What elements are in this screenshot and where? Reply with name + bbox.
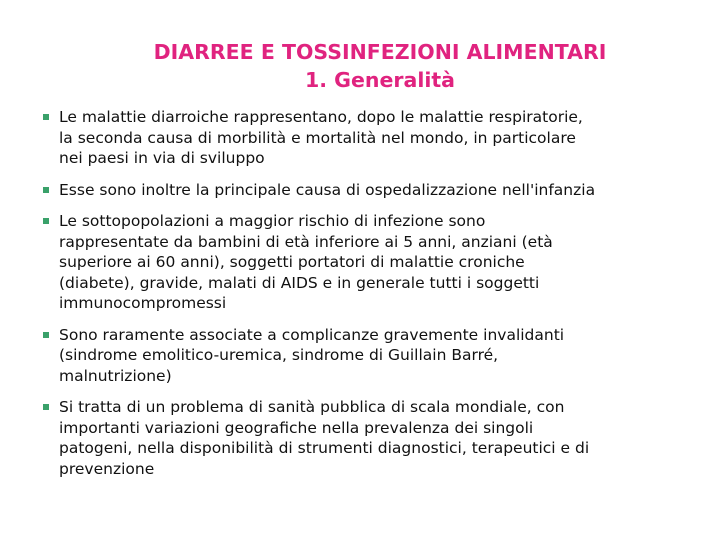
bullet-text-line: malnutrizione) <box>59 366 172 385</box>
slide-title <box>40 38 720 94</box>
bullet-text-line: prevenzione <box>59 459 155 478</box>
bullet-text-line: immunocompromessi <box>59 294 227 312</box>
bullet-text-line: Esse sono inoltre la principale causa di ospedalizzazione nell'infanzia <box>59 180 596 199</box>
square-bullet-icon <box>43 218 49 224</box>
bullet-item <box>41 211 681 314</box>
bullet-item <box>41 397 681 479</box>
bullet-list <box>41 107 681 490</box>
bullet-text-line: Si tratta di un problema di sanità pubblica di scala mondiale, con <box>59 398 565 416</box>
bullet-text-line: patogeni, nella disponibilità di strumenti diagnostici, terapeutici e di <box>59 439 590 457</box>
bullet-item <box>41 180 681 201</box>
bullet-text-line: superiore ai 60 anni), soggetti portatori di malattie croniche <box>59 253 525 271</box>
bullet-text-line: (sindrome emolitico-uremica, sindrome di Guillain Barré, <box>59 346 499 364</box>
slide-title-line-1: DIARREE E TOSSINFEZIONI ALIMENTARI <box>153 39 607 64</box>
bullet-text-line: rappresentate da bambini di età inferiore ai 5 anni, anziani (età <box>59 232 553 251</box>
bullet-text-line: la seconda causa di morbilità e mortalità nel mondo, in particolare <box>59 128 576 147</box>
square-bullet-icon <box>43 404 49 410</box>
square-bullet-icon <box>43 187 49 193</box>
bullet-item <box>41 325 681 387</box>
bullet-text-line: Sono raramente associate a complicanze gravemente invalidanti <box>59 325 565 344</box>
square-bullet-icon <box>43 332 49 338</box>
slide-title-line-2: 1. Generalità <box>304 67 456 92</box>
bullet-item <box>41 107 681 169</box>
square-bullet-icon <box>43 114 49 120</box>
bullet-text-line: importanti variazioni geografiche nella prevalenza dei singoli <box>59 418 534 437</box>
bullet-text-line: Le malattie diarroiche rappresentano, dopo le malattie respiratorie, <box>59 108 583 126</box>
bullet-text-line: nei paesi in via di sviluppo <box>59 149 265 167</box>
bullet-text-line: (diabete), gravide, malati di AIDS e in generale tutti i soggetti <box>59 273 540 292</box>
bullet-text-line: Le sottopopolazioni a maggior rischio di infezione sono <box>59 212 486 230</box>
